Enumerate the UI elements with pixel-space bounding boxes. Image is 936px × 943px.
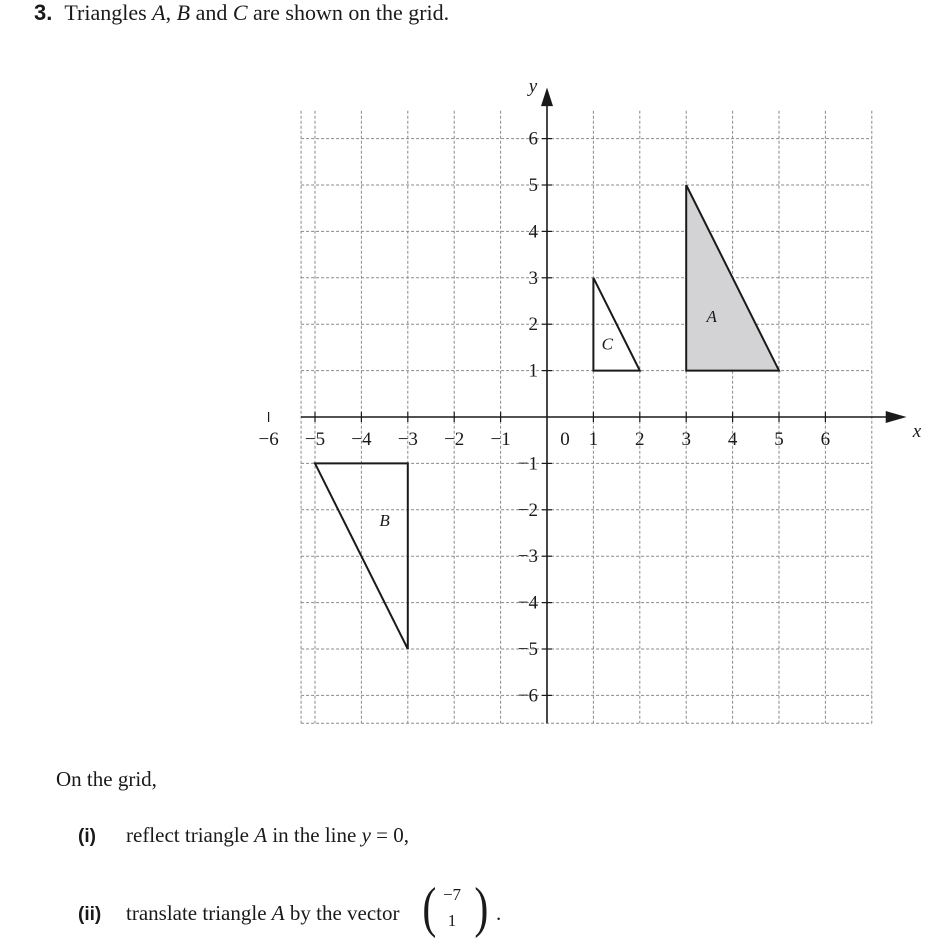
triangle-b-label: B bbox=[379, 511, 390, 531]
y-tick-label: −4 bbox=[517, 592, 538, 614]
y-tick-label: 5 bbox=[528, 175, 538, 196]
y-tick-label: 4 bbox=[528, 221, 538, 243]
x-tick-label: 2 bbox=[635, 429, 645, 450]
x-axis-arrow bbox=[886, 411, 907, 423]
x-tick-label: −2 bbox=[444, 429, 465, 450]
y-tick-label: −3 bbox=[517, 546, 538, 568]
vector-left-bracket: ( bbox=[422, 877, 437, 939]
x-tick-label: −4 bbox=[351, 429, 372, 450]
x-tick-label: −3 bbox=[397, 429, 418, 450]
part-ii-label: (ii) bbox=[78, 904, 102, 925]
y-tick-label: 6 bbox=[528, 128, 538, 150]
x-tick-label: 6 bbox=[820, 429, 831, 450]
instructions-intro: On the grid, bbox=[56, 767, 157, 791]
x-tick-label: 1 bbox=[588, 429, 599, 450]
part-i-label: (i) bbox=[78, 826, 96, 847]
vector-top: −7 bbox=[442, 885, 462, 904]
x-tick-label: −5 bbox=[304, 429, 326, 450]
vector-right-bracket: ) bbox=[474, 877, 489, 939]
question-number: 3. bbox=[34, 0, 53, 25]
part-i: (i) reflect triangle A in the line y = 0, bbox=[78, 823, 409, 847]
y-tick-label: 3 bbox=[528, 267, 538, 289]
axis-labels bbox=[258, 76, 921, 707]
y-tick-label: −1 bbox=[517, 453, 538, 475]
y-tick-label: −2 bbox=[517, 499, 538, 521]
y-axis-arrow bbox=[541, 88, 553, 107]
vector-bottom: 1 bbox=[447, 911, 457, 930]
triangle-c-label: C bbox=[601, 334, 613, 354]
y-tick-label: 2 bbox=[528, 314, 538, 336]
x-tick-label: 5 bbox=[774, 429, 784, 450]
y-axis-label: y bbox=[528, 75, 538, 97]
x-tick-label: 3 bbox=[681, 429, 691, 450]
origin-label: 0 bbox=[560, 429, 570, 450]
x-tick-label: −1 bbox=[490, 429, 511, 450]
y-tick-label: 1 bbox=[528, 360, 538, 382]
y-tick-label: −5 bbox=[517, 639, 538, 660]
question-text: Triangles A, B and C are shown on the grid. bbox=[64, 0, 450, 25]
axes bbox=[269, 88, 907, 724]
vector-end-punct: . bbox=[496, 901, 502, 925]
y-tick-label: −6 bbox=[517, 685, 538, 707]
x-tick-label: 4 bbox=[727, 429, 738, 450]
triangle-a-label: A bbox=[706, 306, 717, 326]
x-axis-label: x bbox=[912, 421, 922, 442]
x-tick-label: −6 bbox=[258, 429, 279, 450]
part-ii: (ii) translate triangle A by the vector bbox=[78, 901, 400, 925]
